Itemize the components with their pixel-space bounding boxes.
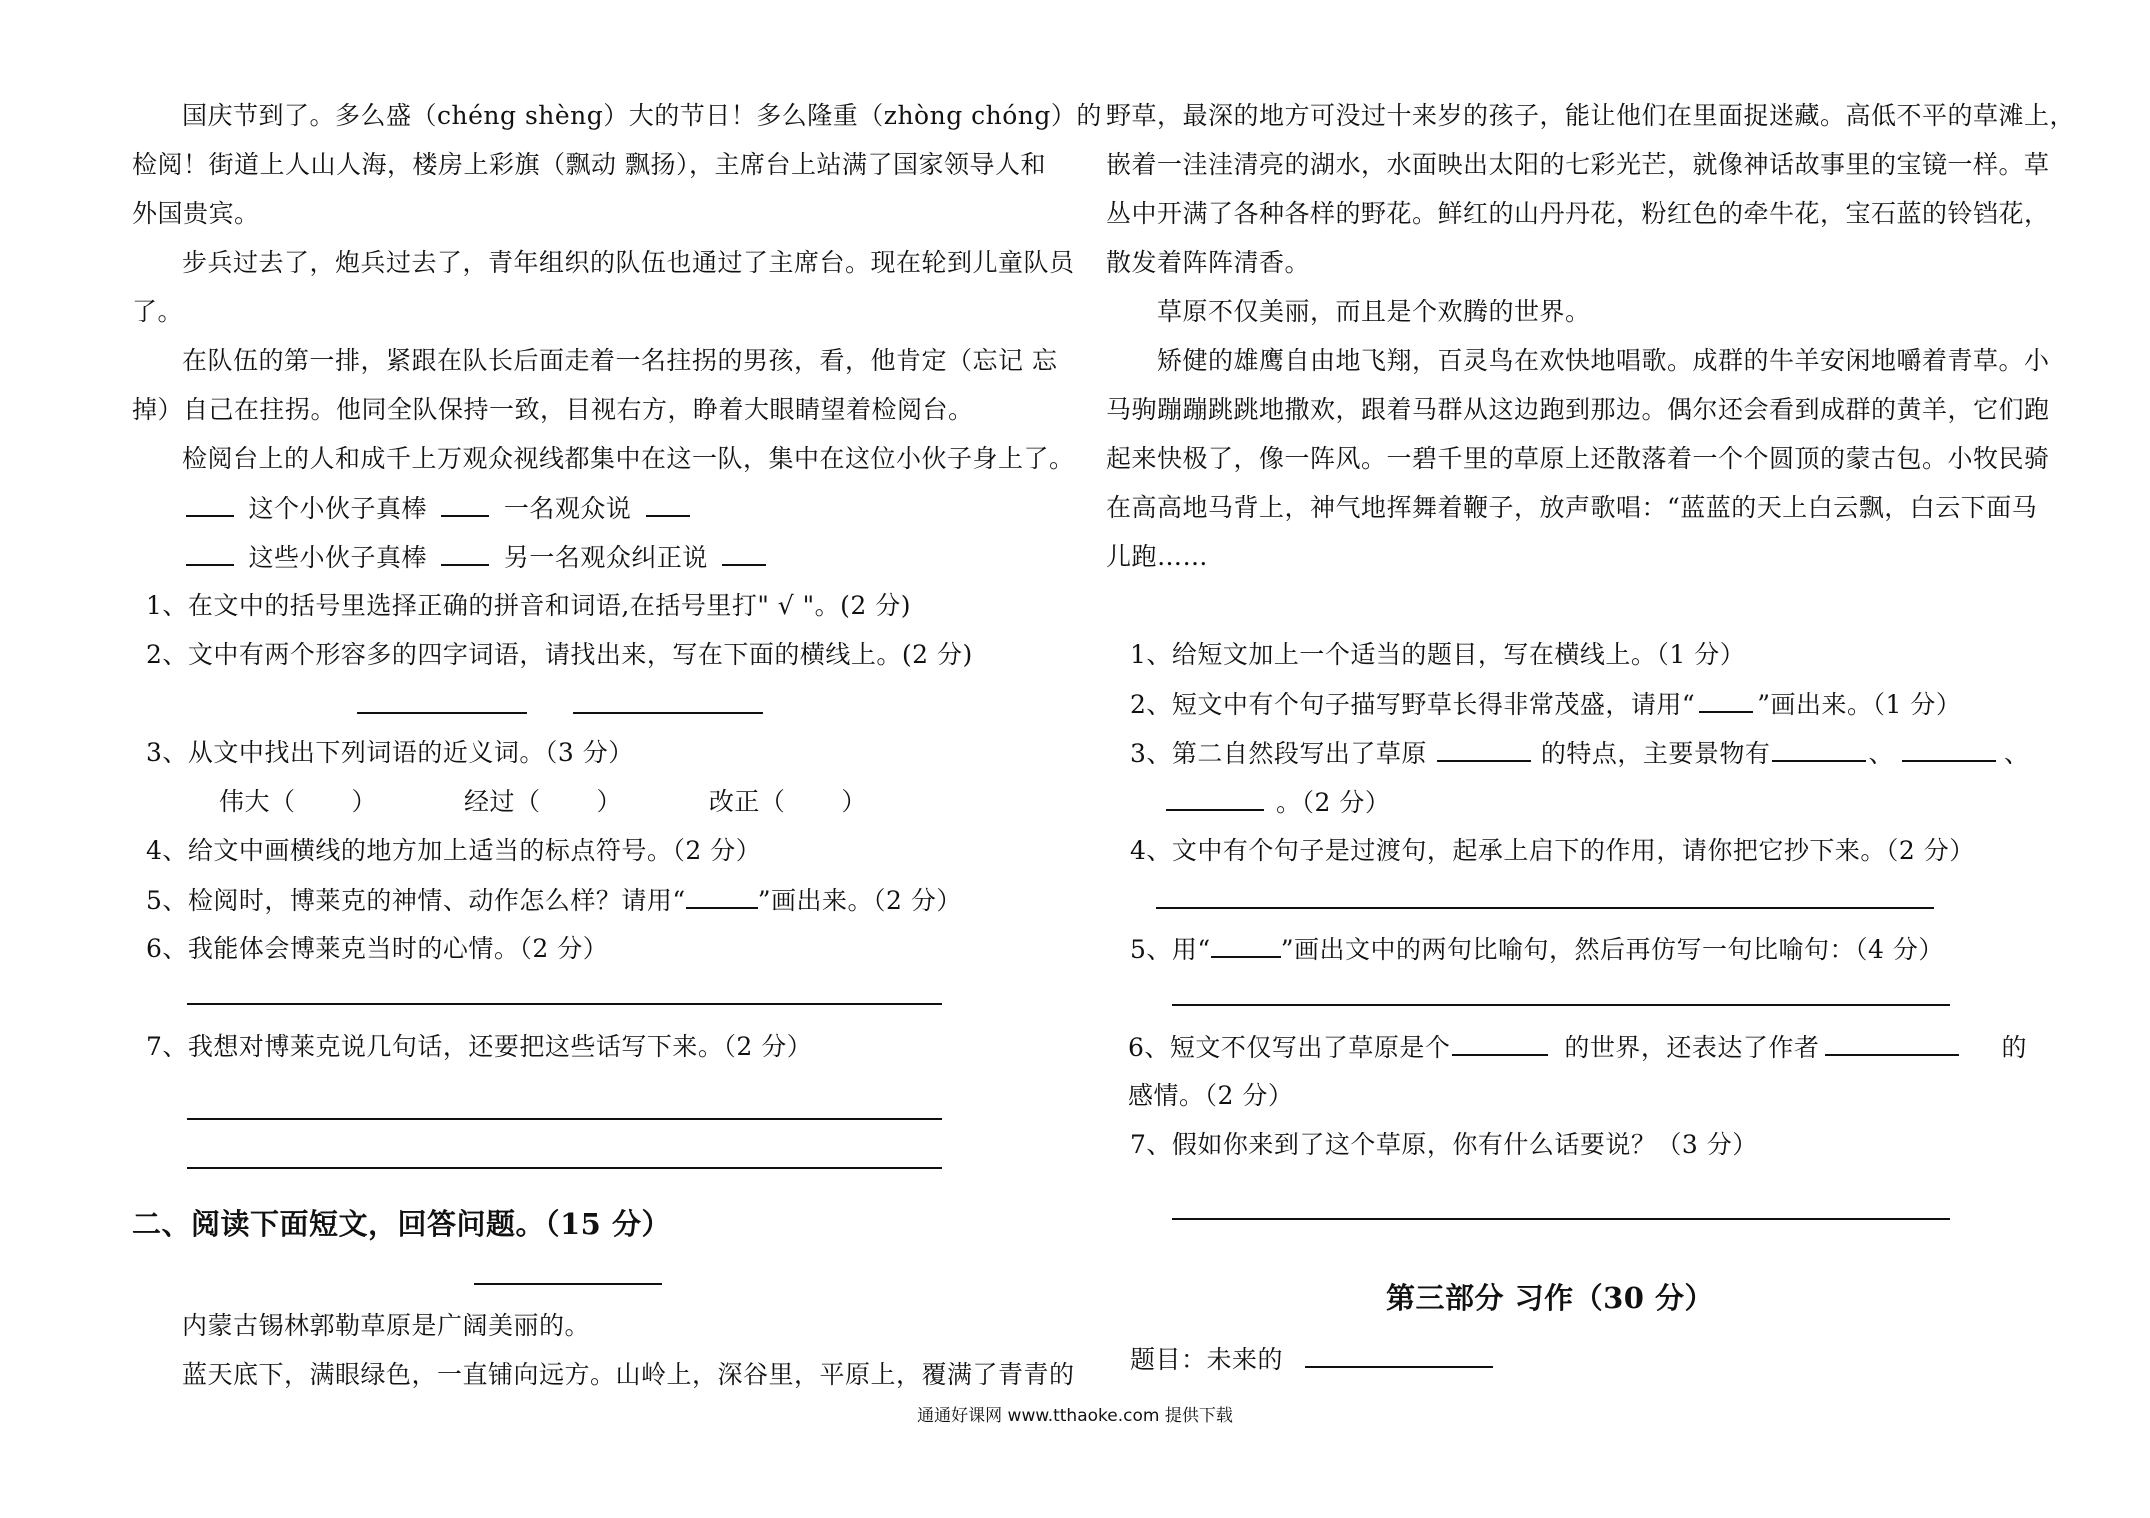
- right-q6-blank-feeling[interactable]: [1825, 1030, 1959, 1056]
- right-q5-text-b: ”画出文中的两句比喻句，然后再仿写一句比喻句：（4 分）: [1280, 935, 1944, 964]
- synonym-3-label: 改正（: [708, 787, 786, 816]
- left-question-4: 4、给文中画横线的地方加上适当的标点符号。（2 分）: [146, 836, 762, 865]
- dialog2-blank-end[interactable]: [722, 540, 766, 566]
- left-q5-text-b: ”画出来。（2 分）: [757, 886, 962, 915]
- reading-para4-line3: 起来快极了，像一阵风。一碧千里的草原上还散落着一个个圆顶的蒙古包。小牧民骑: [1106, 444, 2050, 473]
- left-question-3: 3、从文中找出下列词语的近义词。（3 分）: [146, 738, 634, 767]
- synonym-2-close: ）: [596, 787, 622, 816]
- right-q3-blank-scene-2[interactable]: [1902, 736, 1996, 762]
- section-2-heading: 二、阅读下面短文，回答问题。（15 分）: [132, 1207, 671, 1241]
- dialog2-quote: 这些小伙子真棒: [248, 543, 427, 572]
- dialog1-speaker: 一名观众说: [503, 494, 632, 523]
- reading-cont-line-1: 野草，最深的地方可没过十来岁的孩子，能让他们在里面捉迷藏。高低不平的草滩上，: [1106, 101, 2076, 130]
- right-q7-answer-line[interactable]: [1172, 1218, 1950, 1220]
- left-q5-underline-sample: [686, 883, 758, 909]
- left-question-5: [146, 883, 962, 918]
- synonym-3-close: ）: [841, 787, 867, 816]
- right-q5-answer-line[interactable]: [1172, 1004, 1950, 1006]
- left-question-2: 2、文中有两个形容多的四字词语，请找出来，写在下面的横线上。(2 分): [146, 640, 973, 669]
- essay-topic-blank[interactable]: [1305, 1342, 1493, 1368]
- reading-para4-line1: 矫健的雄鹰自由地飞翔，百灵鸟在欢快地唱歌。成群的牛羊安闲地嚼着青草。小: [1157, 346, 2050, 375]
- right-q3-text-a: 3、第二自然段写出了草原: [1130, 739, 1427, 768]
- dialog2-blank-start[interactable]: [186, 540, 234, 566]
- essay-topic-label: 题目：未来的: [1130, 1345, 1284, 1374]
- synonym-1-close: ）: [351, 787, 378, 816]
- reading-para4-line2: 马驹蹦蹦跳跳地撒欢，跟着马群从这边跑到那边。偶尔还会看到成群的黄羊，它们跑: [1106, 395, 2050, 424]
- synonym-row: [219, 785, 867, 819]
- dialog-line-2: [186, 540, 772, 575]
- reading-cont-line-3: 丛中开满了各种各样的野花。鲜红的山丹丹花，粉红色的牵牛花，宝石蓝的铃铛花，: [1106, 199, 2050, 228]
- q7-answer-line-2[interactable]: [187, 1167, 942, 1169]
- dialog2-blank-mid[interactable]: [441, 540, 489, 566]
- reading-cont-line-2: 嵌着一洼洼清亮的湖水，水面映出太阳的七彩光芒，就像神话故事里的宝镜一样。草: [1106, 150, 2050, 179]
- right-question-6-cont: 感情。（2 分）: [1128, 1081, 1294, 1110]
- title-answer-line[interactable]: [474, 1283, 662, 1285]
- right-question-7: 7、假如你来到了这个草原，你有什么话要说？（3 分）: [1130, 1130, 1758, 1159]
- passage1-line1: 国庆节到了。多么盛（chéng shèng）大的节日！多么隆重（zhòng chóng）的: [182, 101, 1102, 130]
- passage4-line: 检阅台上的人和成千上万观众视线都集中在这一队，集中在这位小伙子身上了。: [182, 444, 1075, 473]
- left-question-6: 6、我能体会博莱克当时的心情。（2 分）: [146, 934, 609, 963]
- right-q3-text-b: 的特点，主要景物有: [1540, 739, 1771, 768]
- dialog1-blank-mid[interactable]: [441, 491, 489, 517]
- right-q6-text-c: 的: [2001, 1033, 2027, 1062]
- synonym-1-label: 伟大（: [219, 787, 296, 816]
- passage2-line2: 了。: [132, 297, 184, 326]
- right-q5-text-a: 5、用“: [1130, 935, 1211, 964]
- right-q3-blank-scene-1[interactable]: [1772, 736, 1866, 762]
- dialog1-quote: 这个小伙子真棒: [248, 494, 427, 523]
- right-question-1: 1、给短文加上一个适当的题目，写在横线上。（1 分）: [1130, 640, 1746, 669]
- right-q3-sep-1: 、: [1868, 739, 1894, 768]
- dialog-line-1: [186, 491, 696, 526]
- passage3-line1: 在队伍的第一排，紧跟在队长后面走着一名拄拐的男孩，看，他肯定（忘记 忘: [182, 346, 1058, 375]
- right-question-4: 4、文中有个句子是过渡句，起承上启下的作用，请你把它抄下来。（2 分）: [1130, 836, 1975, 865]
- right-q2-text-a: 2、短文中有个句子描写野草长得非常茂盛，请用“: [1130, 690, 1696, 719]
- right-q3-blank-scene-3[interactable]: [1166, 785, 1264, 811]
- q6-answer-line[interactable]: [187, 1003, 942, 1005]
- reading-cont-line-4: 散发着阵阵清香。: [1106, 248, 1311, 277]
- synonym-2-label: 经过（: [463, 787, 541, 816]
- q7-answer-line-1[interactable]: [187, 1118, 942, 1120]
- right-q3-blank-feature[interactable]: [1437, 736, 1531, 762]
- right-q2-text-b: ”画出来。（1 分）: [1757, 690, 1962, 719]
- right-q5-underline-sample: [1211, 932, 1281, 958]
- right-q3-sep-2: 、: [2003, 739, 2030, 768]
- right-question-3: [1130, 736, 2029, 771]
- left-question-7: 7、我想对博莱克说几句话，还要把这些话写下来。（2 分）: [146, 1032, 813, 1061]
- right-q6-blank-world[interactable]: [1452, 1030, 1548, 1056]
- right-q3-text-e: 。（2 分）: [1276, 788, 1391, 817]
- right-question-3-cont: [1166, 785, 1390, 820]
- q2-answer-line-1[interactable]: [357, 712, 527, 714]
- dialog1-blank-start[interactable]: [186, 491, 234, 517]
- left-q5-text-a: 5、检阅时，博莱克的神情、动作怎么样？请用“: [146, 886, 686, 915]
- right-question-2: [1130, 687, 1961, 722]
- part-3-heading: 第三部分 习作（30 分）: [1386, 1281, 1715, 1315]
- reading-line-1: 内蒙古锡林郭勒草原是广阔美丽的。: [182, 1311, 591, 1340]
- right-q2-underline-sample: [1699, 687, 1753, 713]
- right-question-5: [1130, 932, 1944, 967]
- page-footer: 通通好课网 www.tthaoke.com 提供下载: [917, 1406, 1233, 1426]
- essay-topic: [1130, 1342, 1493, 1377]
- reading-para3: 草原不仅美丽，而且是个欢腾的世界。: [1157, 297, 1591, 326]
- passage2-line1: 步兵过去了，炮兵过去了，青年组织的队伍也通过了主席台。现在轮到儿童队员: [182, 248, 1075, 277]
- right-q4-answer-line[interactable]: [1156, 907, 1934, 909]
- passage3-line2: 掉）自己在拄拐。他同全队保持一致，目视右方，睁着大眼睛望着检阅台。: [132, 395, 974, 424]
- dialog2-speaker: 另一名观众纠正说: [503, 543, 708, 572]
- reading-line-2: 蓝天底下，满眼绿色，一直铺向远方。山岭上，深谷里，平原上，覆满了青青的: [182, 1360, 1075, 1389]
- reading-para4-line5: 儿跑……: [1106, 542, 1209, 571]
- right-question-6: [1128, 1030, 2027, 1065]
- q2-answer-line-2[interactable]: [573, 712, 763, 714]
- right-q6-text-b: 的世界，还表达了作者: [1564, 1033, 1820, 1062]
- right-q6-text-a: 6、短文不仅写出了草原是个: [1128, 1033, 1451, 1062]
- passage1-line2: 检阅！街道上人山人海，楼房上彩旗（飘动 飘扬），主席台上站满了国家领导人和: [132, 150, 1046, 179]
- reading-para4-line4: 在高高地马背上，神气地挥舞着鞭子，放声歌唱：“蓝蓝的天上白云飘，白云下面马: [1106, 493, 2038, 522]
- passage1-line3: 外国贵宾。: [132, 199, 260, 228]
- dialog1-blank-end[interactable]: [646, 491, 690, 517]
- left-question-1: 1、在文中的括号里选择正确的拼音和词语,在括号里打" √ "。(2 分): [146, 591, 912, 620]
